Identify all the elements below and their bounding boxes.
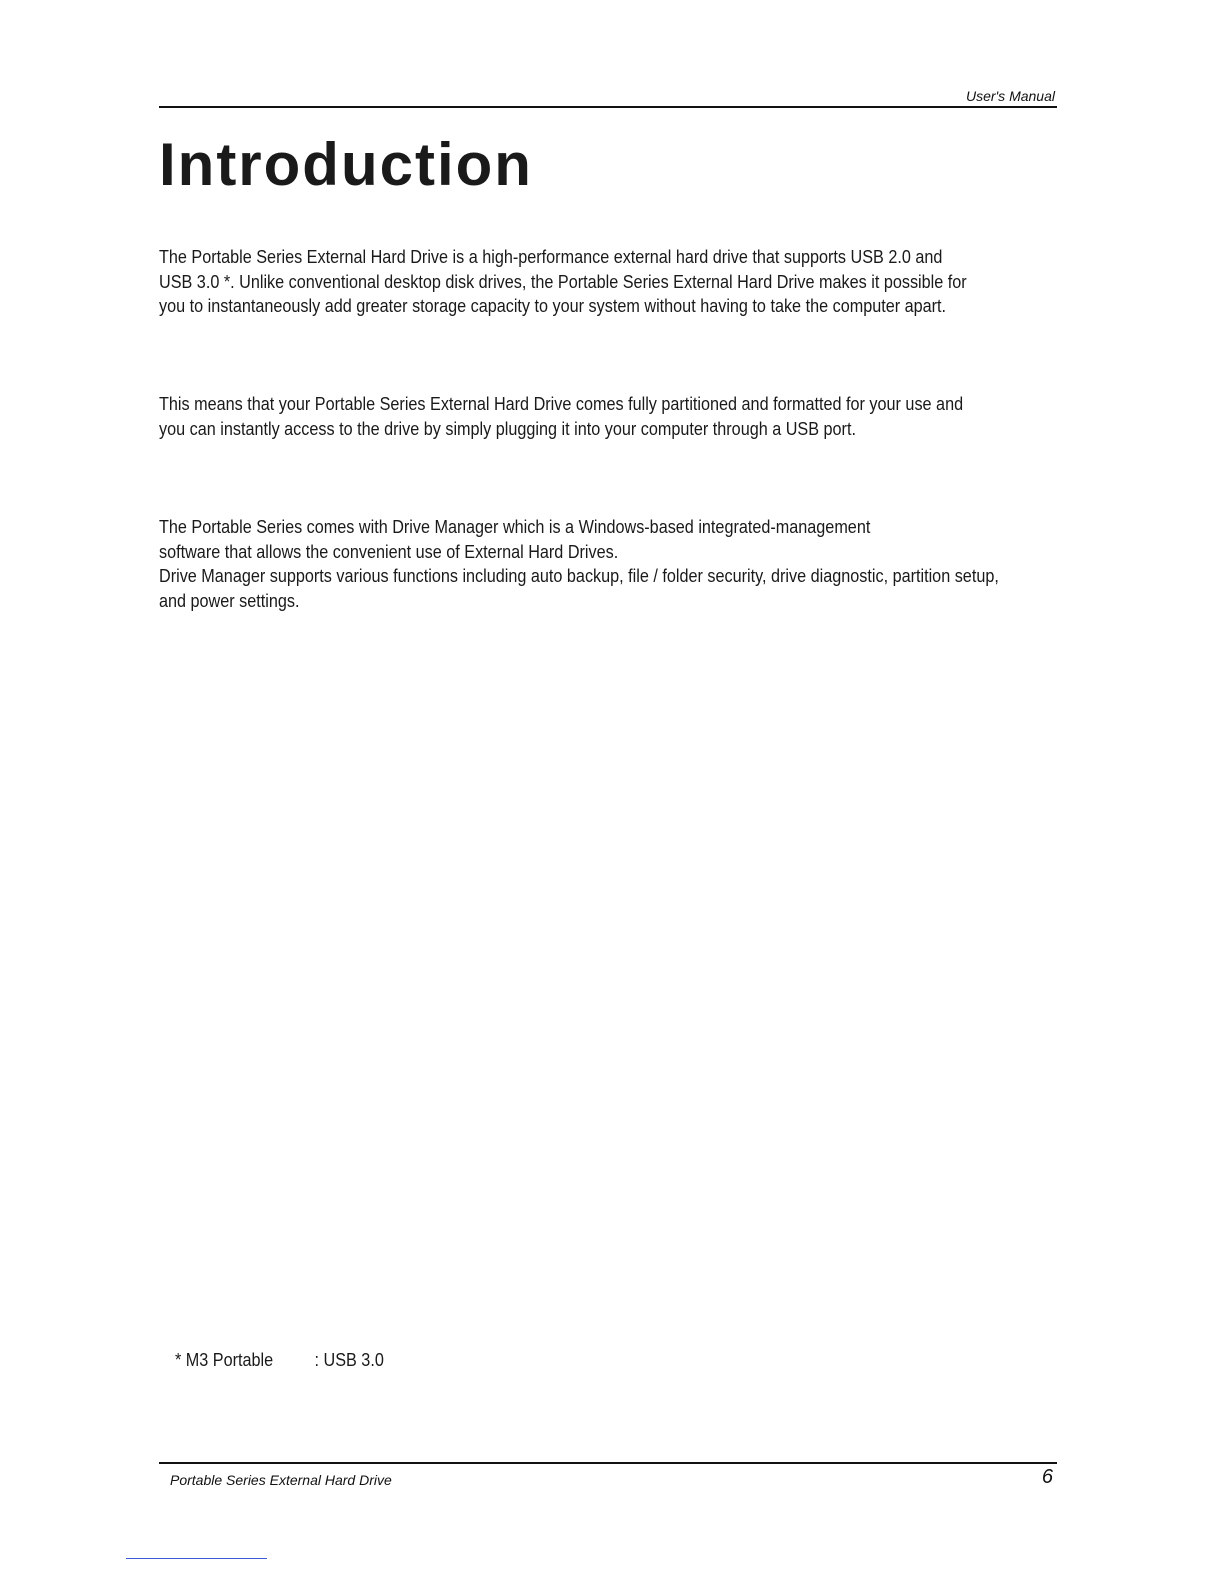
footnote-model: * M3 Portable xyxy=(175,1350,274,1370)
paragraph-line: The Portable Series External Hard Drive is a high-performance external hard drive that supports USB 2.0 and xyxy=(159,247,943,267)
header-label: User's Manual xyxy=(965,88,1055,104)
intro-paragraph-3 xyxy=(159,515,1041,613)
footer-divider xyxy=(159,1462,1057,1464)
paragraph-line: Drive Manager supports various functions including auto backup, file / folder security, drive diagnostic, partition setup, xyxy=(159,566,999,586)
page-number: 6 xyxy=(1041,1466,1053,1488)
link-underline xyxy=(126,1558,267,1559)
footnote xyxy=(175,1350,384,1371)
footer-title: Portable Series External Hard Drive xyxy=(170,1472,392,1488)
header-divider xyxy=(159,106,1057,108)
paragraph-line: This means that your Portable Series External Hard Drive comes fully partitioned and formatted for your use and xyxy=(159,394,964,414)
intro-paragraph-1 xyxy=(159,245,1041,319)
paragraph-line: you to instantaneously add greater storage capacity to your system without having to take the computer apart. xyxy=(159,296,947,316)
paragraph-line: and power settings. xyxy=(159,590,300,611)
page-title: Introduction xyxy=(159,131,533,198)
footnote-interface: : USB 3.0 xyxy=(314,1350,384,1370)
paragraph-line: software that allows the convenient use of External Hard Drives. xyxy=(159,541,619,562)
intro-paragraph-2 xyxy=(159,392,1041,441)
paragraph-line: USB 3.0 *. Unlike conventional desktop disk drives, the Portable Series External Hard Drive makes it possible for xyxy=(159,271,967,292)
paragraph-line: you can instantly access to the drive by simply plugging it into your computer through a USB port. xyxy=(159,418,856,439)
paragraph-line: The Portable Series comes with Drive Manager which is a Windows-based integrated-management xyxy=(159,517,871,537)
